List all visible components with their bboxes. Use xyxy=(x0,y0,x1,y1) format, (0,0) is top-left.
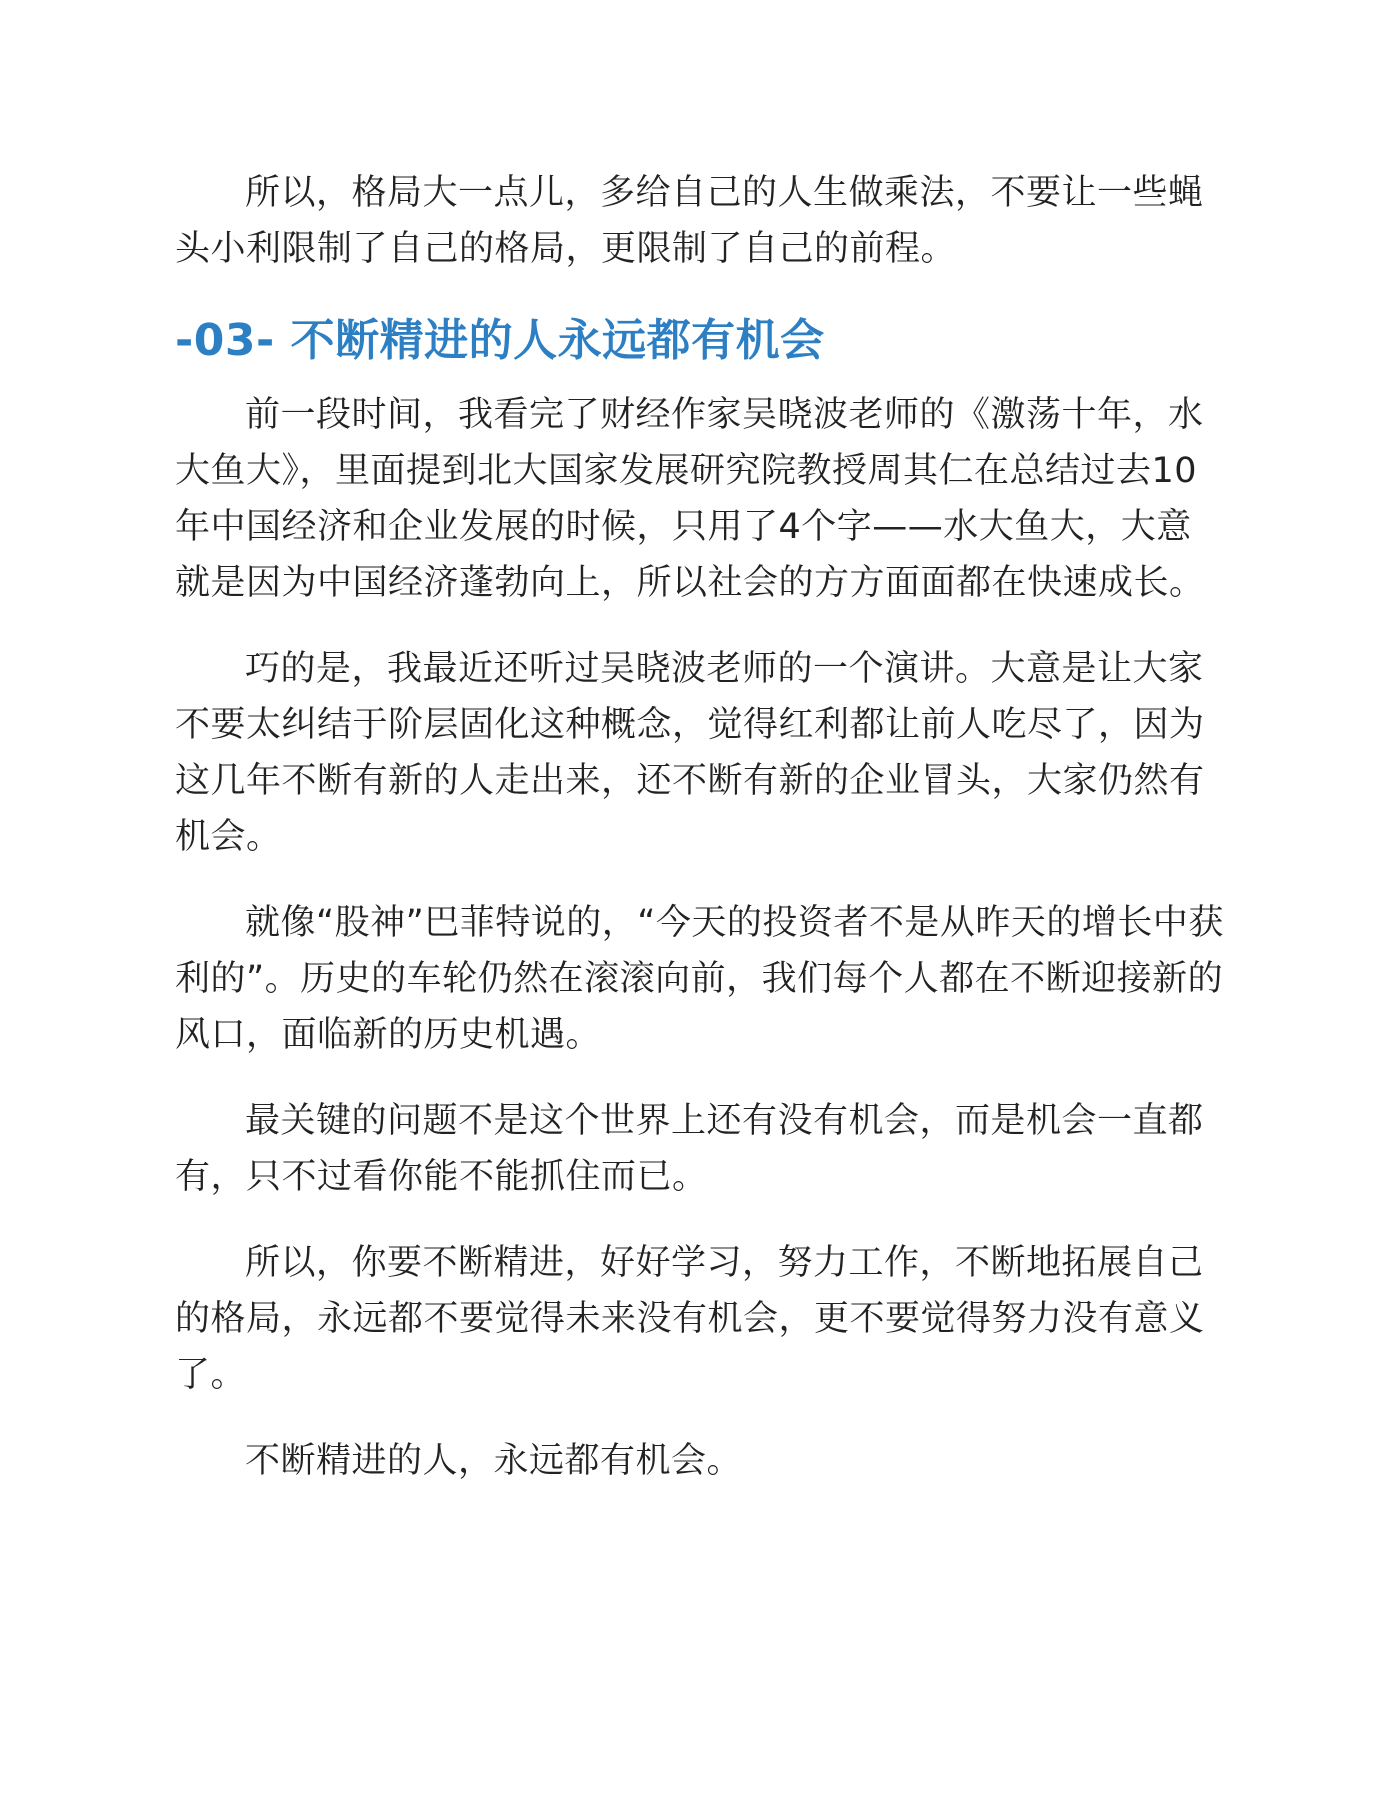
body-paragraph-3: 就像“股神”巴菲特说的，“今天的投资者不是从昨天的增长中获利的”。历史的车轮仍然在滚滚向前，我们每个人都在不断迎接新的风口，面临新的历史机遇。 xyxy=(175,903,1224,1055)
body-paragraph-5: 所以，你要不断精进，好好学习，努力工作，不断地拓展自己的格局，永远都不要觉得未来没有机会，更不要觉得努力没有意义了。 xyxy=(175,1243,1205,1395)
body-paragraph-6: 不断精进的人，永远都有机会。 xyxy=(245,1441,743,1481)
section-heading: -03- 不断精进的人永远都有机会 xyxy=(175,315,825,366)
body-paragraph-4: 最关键的问题不是这个世界上还有没有机会，而是机会一直都有，只不过看你能不能抓住而已。 xyxy=(175,1101,1204,1197)
intro-paragraph: 所以，格局大一点儿，多给自己的人生做乘法，不要让一些蝇头小利限制了自己的格局，更限制了自己的前程。 xyxy=(175,173,1204,269)
body-paragraph-1: 前一段时间，我看完了财经作家吴晓波老师的《激荡十年，水大鱼大》，里面提到北大国家发展研究院教授周其仁在总结过去10年中国经济和企业发展的时候，只用了4个字——水大鱼大，大意就是因为中国经济蓬勃向上，所以社会的方方面面都在快速成长。 xyxy=(175,395,1205,603)
body-paragraph-2: 巧的是，我最近还听过吴晓波老师的一个演讲。大意是让大家不要太纠结于阶层固化这种概念，觉得红利都让前人吃尽了，因为这几年不断有新的人走出来，还不断有新的企业冒头，大家仍然有机会。 xyxy=(175,649,1205,857)
document-body xyxy=(175,165,1225,1489)
